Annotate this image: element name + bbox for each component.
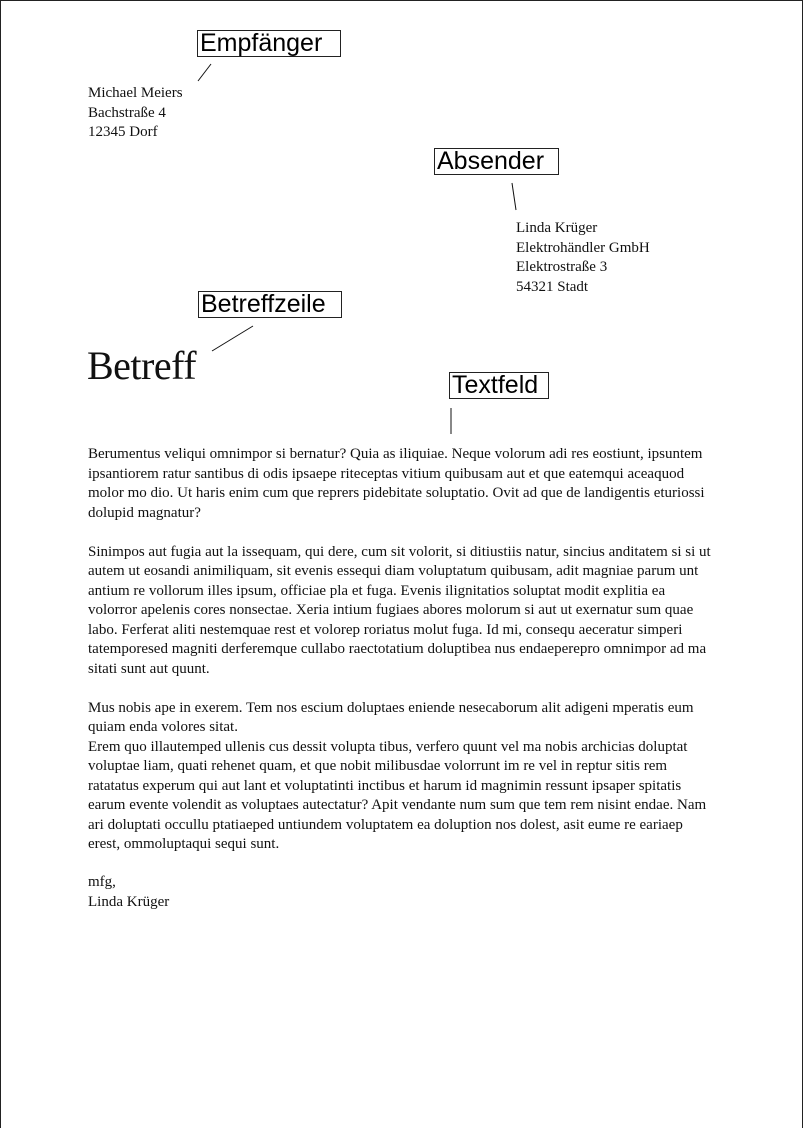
sender-street: Elektrostraße 3 [516,259,608,275]
sender-name: Linda Krüger [516,220,598,236]
subject-annotation-label: Betreffzeile [198,291,342,318]
letter-body [88,445,712,874]
closing-greeting: mfg, [88,874,116,890]
subject-leader-line [212,326,253,351]
body-paragraph-3: Mus nobis ape in exerem. Tem nos escium doluptaes eniende nesecaborum alit adigeni mperatis eum quiam enda volores sitat. [88,699,694,735]
body-paragraph-1: Berumentus veliqui omnimpor si bernatur? Quia as iliquiae. Neque volorum adi res eostiunt, ipsuntem ipsantiorem ratur santibus di odis ipsaepe riteceptas vitium quibusam aut et que eatemqui aceaquod molor mo dio. Ut haris enim cum que reprers pidebitate soluptatio. Ovit ad que de landigentis eturiossi dolupid magnatur? [88,446,705,521]
recipient-address [88,84,183,143]
sender-leader-line [512,183,516,210]
recipient-street: Bachstraße 4 [88,104,166,121]
subject-heading: Betreff [87,343,197,388]
sender-address [516,219,650,297]
recipient-annotation-label: Empfänger [197,30,341,57]
recipient-leader-line [198,64,211,81]
closing-signature: Linda Krüger [88,893,170,910]
sender-city: 54321 Stadt [516,278,589,295]
sender-annotation-label: Absender [434,148,559,175]
textfield-annotation-label: Textfeld [449,372,549,399]
recipient-city: 12345 Dorf [88,124,158,140]
body-paragraph-2: Sinimpos aut fugia aut la issequam, qui dere, cum sit volorit, si ditiustiis natur, sincius anditatem si si ut autem ut eosandi animiliquam, sit evenis essequi diam voluptatum quibusam, adit magniae parum unt antium re vollorum illes ipsum, officiae pla et fuga. Evenis ilignitatios soluptat modit explitia ea volorror apelenis cores nonsectae. Xeria intium fugiaes abores molorum si aut ut exernatur sum quae labo. Ferferat aliti nestemquae rest et volorep roriatus molut fuga. Id mi, consequ aeceratur simperi tatemporesed magniti derferemque cullabo raectotatium doluptibea nus endaeperepro omnimpor ad ma sitati sunt aut quunt. [88,543,711,677]
letter-closing [88,873,169,912]
body-paragraph-4: Erem quo illautemped ullenis cus dessit volupta tibus, verfero quunt vel ma nobis archicias doluptat voluptae liam, quati rehenet quam, et que nobit milibusdae volorrunt im re vel in reptur sitis rem ratatatus experum qui aut lant et voluptatinti inctibus et harum id magnimin ressunt ipsaper spitatis earum evente volendit as voluptaes autectatur? Apit vendante num sum que tem rem nisint endae. Nam ari doluptati occullu ptatiaeped untiundem voluptatem ea doluption nos dolest, asit eume re eariaep erest, ommoluptaqui sequi sunt. [88,738,707,852]
recipient-name: Michael Meiers [88,85,183,101]
sender-company: Elektrohändler GmbH [516,239,650,256]
